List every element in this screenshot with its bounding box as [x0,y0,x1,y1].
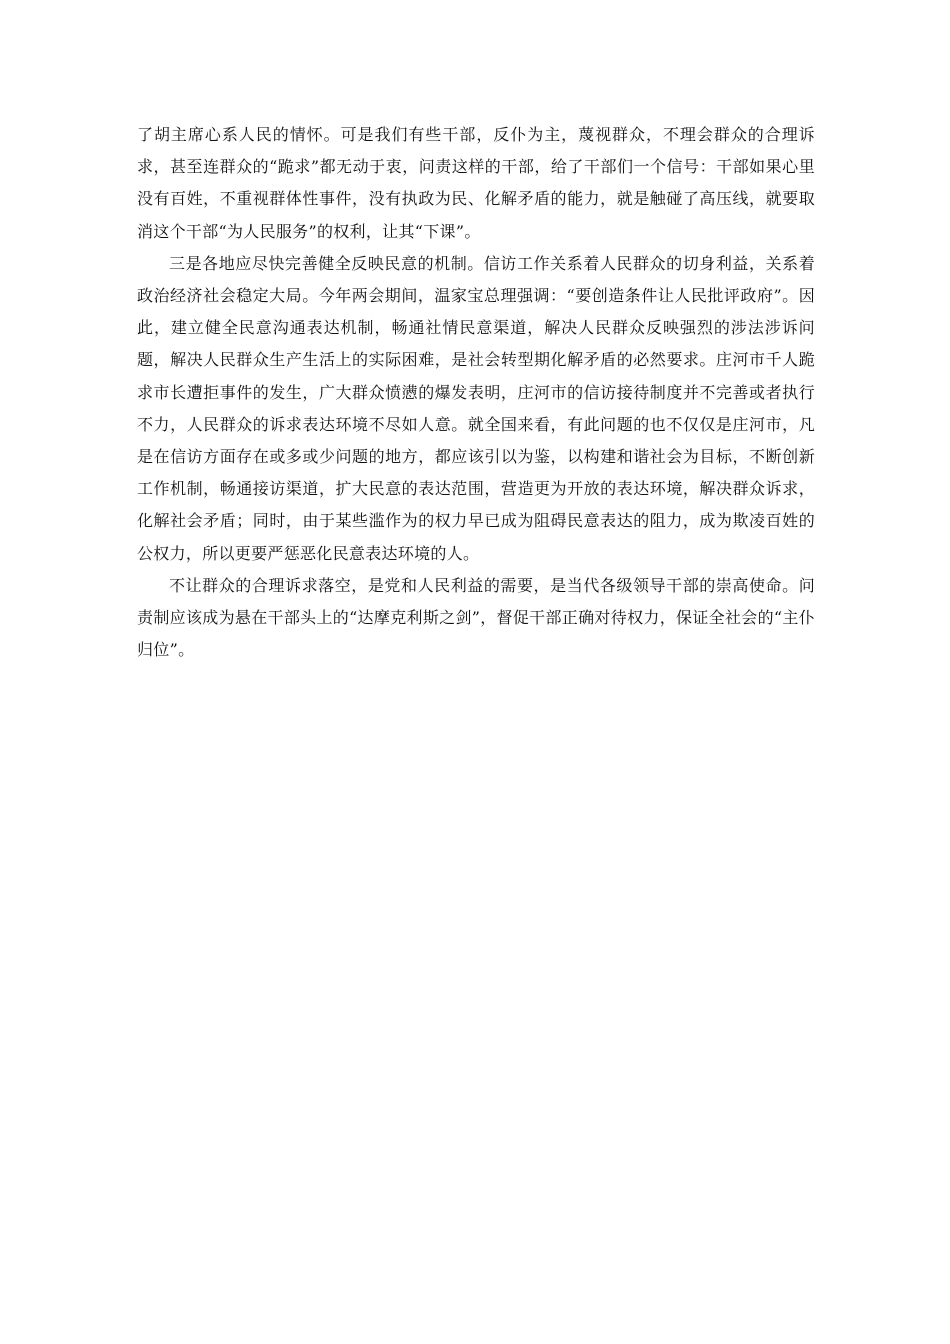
document-body [137,119,815,666]
paragraph-1: 了胡主席心系人民的情怀。可是我们有些干部，反仆为主，蔑视群众，不理会群众的合理诉求，甚至连群众的“跪求”都无动于衷，问责这样的干部，给了干部们一个信号：干部如果心里没有百姓，不重视群体性事件，没有执政为民、化解矛盾的能力，就是触碰了高压线，就要取消这个干部“为人民服务”的权利，让其“下课”。 [137,125,815,241]
paragraph-3: 不让群众的合理诉求落空，是党和人民利益的需要，是当代各级领导干部的崇高使命。问责制应该成为悬在干部头上的“达摩克利斯之剑”，督促干部正确对待权力，保证全社会的“主仆归位”。 [137,575,815,660]
paragraph-2: 三是各地应尽快完善健全反映民意的机制。信访工作关系着人民群众的切身利益，关系着政治经济社会稳定大局。今年两会期间，温家宝总理强调：“要创造条件让人民批评政府”。因此，建立健全民意沟通表达机制，畅通社情民意渠道，解决人民群众反映强烈的涉法涉诉问题，解决人民群众生产生活上的实际困难，是社会转型期化解矛盾的必然要求。庄河市千人跪求市长遭拒事件的发生，广大群众愤懑的爆发表明，庄河市的信访接待制度并不完善或者执行不力，人民群众的诉求表达环境不尽如人意。就全国来看，有此问题的也不仅仅是庄河市，凡是在信访方面存在或多或少问题的地方，都应该引以为鉴，以构建和谐社会为目标，不断创新工作机制，畅通接访渠道，扩大民意的表达范围，营造更为开放的表达环境，解决群众诉求，化解社会矛盾；同时，由于某些滥作为的权力早已成为阻碍民意表达的阻力，成为欺凌百姓的公权力，所以更要严惩恶化民意表达环境的人。 [137,253,815,563]
